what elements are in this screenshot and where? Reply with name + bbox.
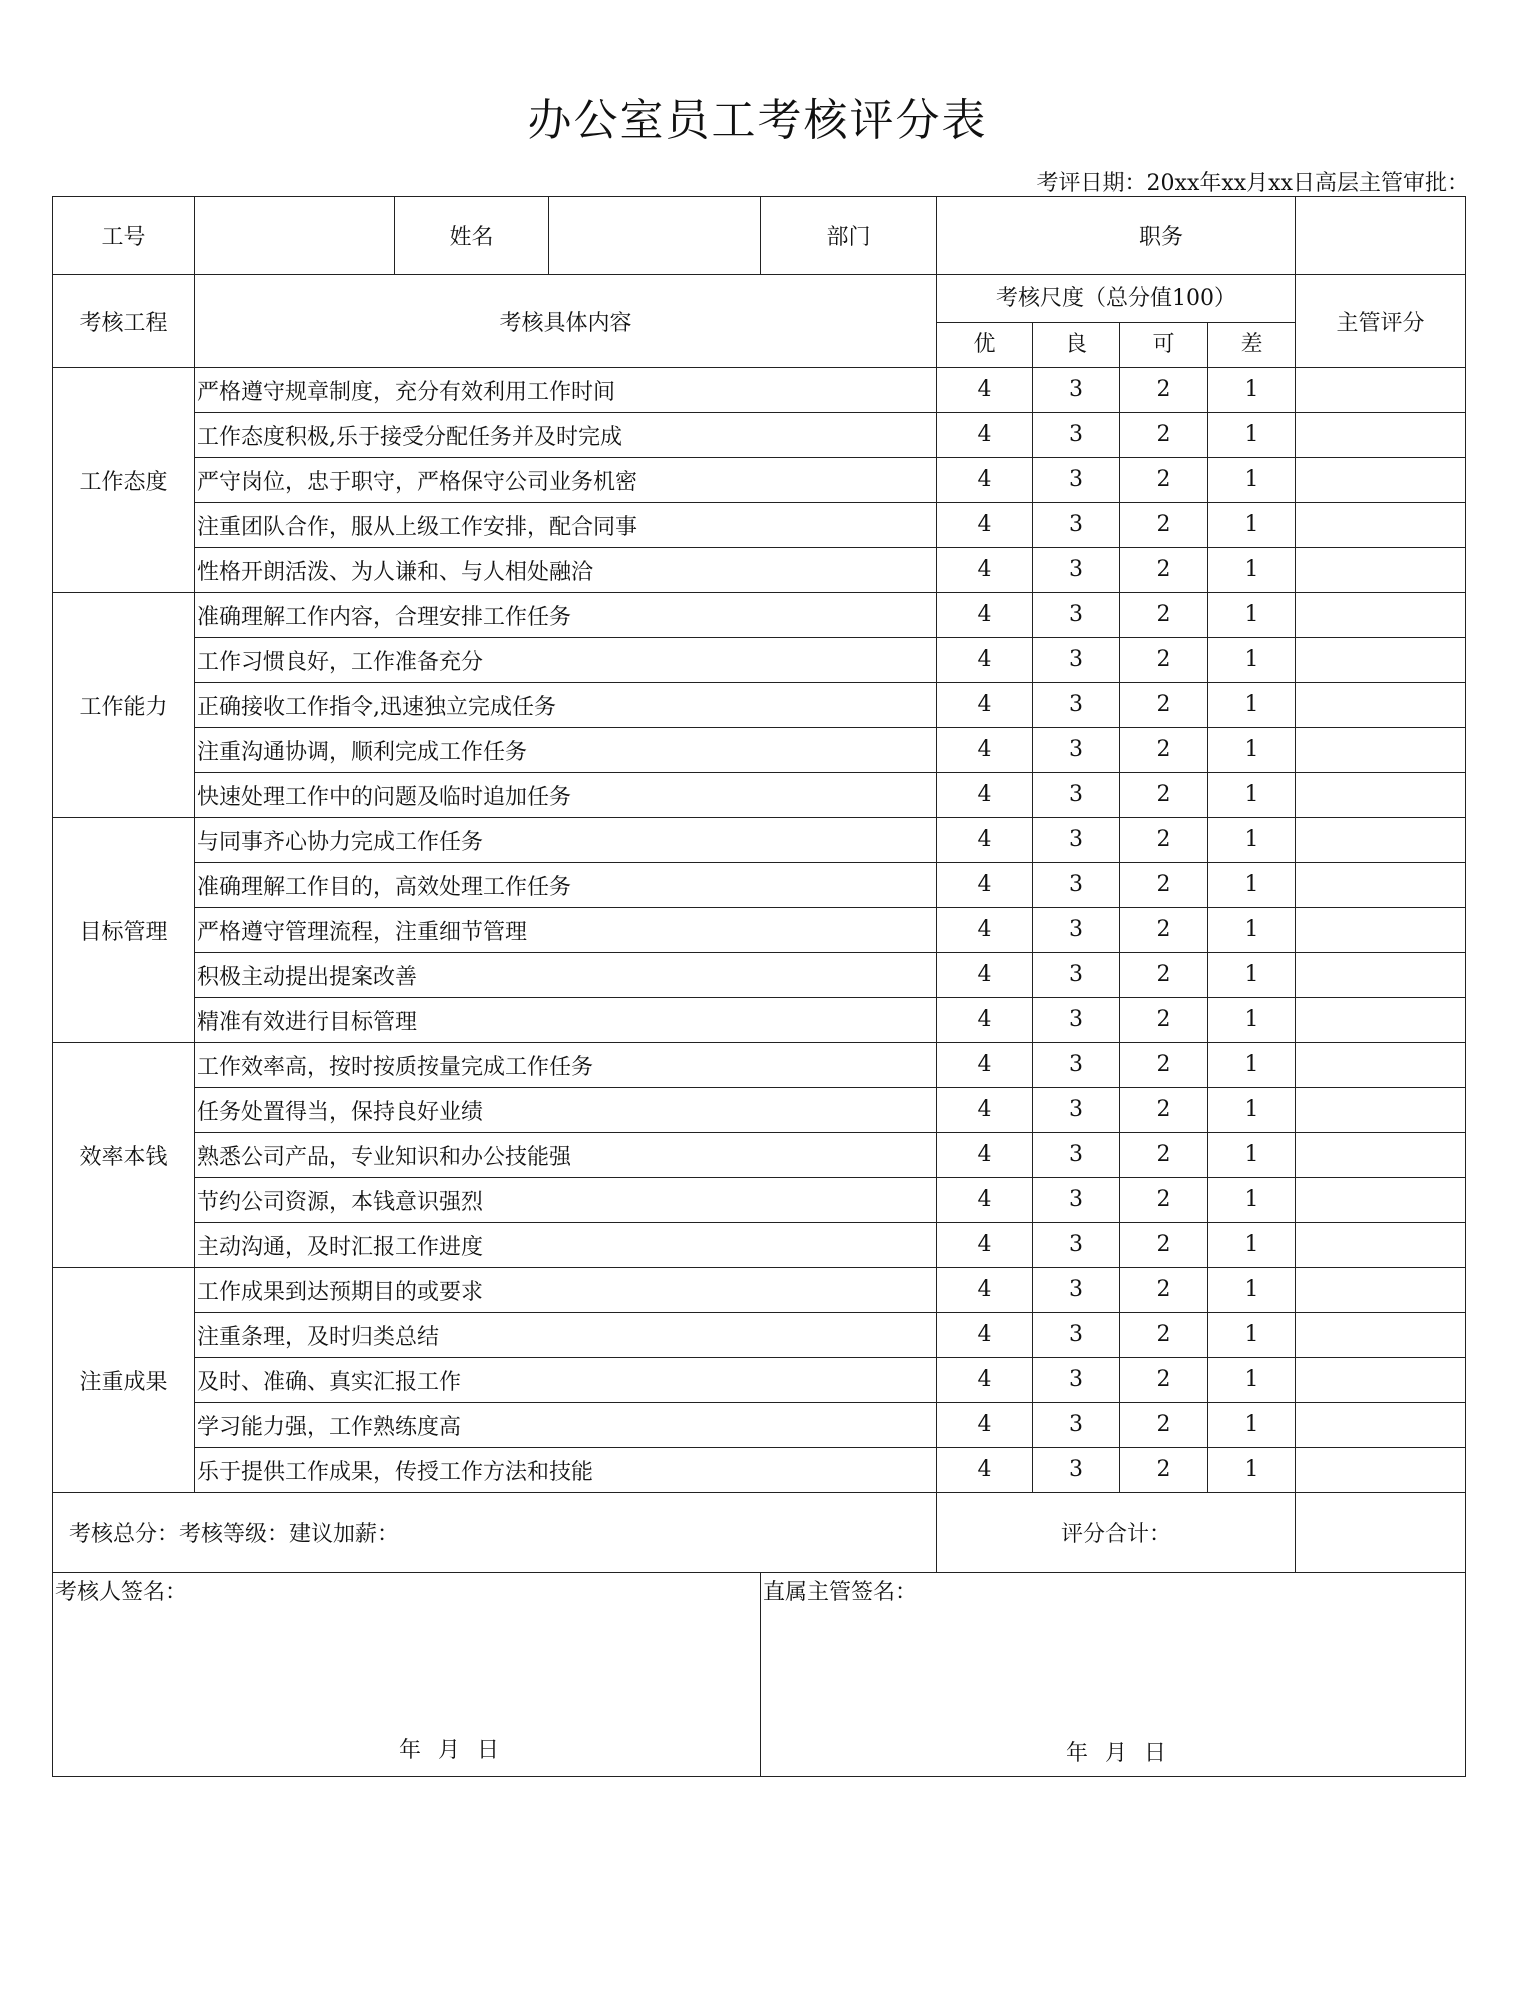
- table-row: [53, 548, 1466, 593]
- criterion-text: 注重团队合作，服从上级工作安排，配合同事: [195, 503, 937, 548]
- score-options: [937, 1268, 1295, 1312]
- score-option[interactable]: 3: [1032, 998, 1119, 1042]
- score-options: [937, 593, 1295, 637]
- supervisor-score-cell[interactable]: [1296, 1133, 1466, 1178]
- score-options: [937, 953, 1295, 997]
- score-option[interactable]: 3: [1032, 1178, 1119, 1222]
- supervisor-score-cell[interactable]: [1296, 1403, 1466, 1448]
- scale-levels: [937, 323, 1295, 367]
- criterion-text: 严格遵守规章制度，充分有效利用工作时间: [195, 368, 937, 413]
- supervisor-score-cell[interactable]: [1296, 1448, 1466, 1493]
- score-scale: [937, 998, 1296, 1043]
- criterion-text: 严守岗位，忠于职守，严格保守公司业务机密: [195, 458, 937, 503]
- score-option[interactable]: 2: [1119, 1223, 1207, 1267]
- score-option[interactable]: 1: [1207, 1178, 1295, 1222]
- supervisor-score-cell[interactable]: [1296, 1223, 1466, 1268]
- criterion-text: 快速处理工作中的问题及临时追加任务: [195, 773, 937, 818]
- table-row: [53, 593, 1466, 638]
- score-option[interactable]: 1: [1207, 368, 1295, 412]
- score-scale: [937, 773, 1296, 818]
- criterion-text: 工作习惯良好，工作准备充分: [195, 638, 937, 683]
- score-option[interactable]: 1: [1207, 1133, 1295, 1177]
- score-option[interactable]: 1: [1207, 1403, 1295, 1447]
- score-option[interactable]: 4: [977, 422, 992, 447]
- score-options: [937, 728, 1295, 772]
- table-row: [53, 1313, 1466, 1358]
- score-options: [937, 503, 1295, 547]
- criterion-text: 工作成果到达预期目的或要求: [195, 1268, 937, 1313]
- totals-row: [53, 1493, 1466, 1573]
- score-option[interactable]: 3: [1032, 1358, 1119, 1402]
- score-scale: [937, 1313, 1296, 1358]
- score-scale: [937, 1133, 1296, 1178]
- supervisor-score-cell[interactable]: [1296, 413, 1466, 458]
- criterion-text: 与同事齐心协力完成工作任务: [195, 818, 937, 863]
- score-option[interactable]: 4: [977, 1412, 992, 1437]
- score-option[interactable]: 3: [1032, 593, 1119, 637]
- supervisor-score-cell[interactable]: [1296, 1088, 1466, 1133]
- category-label: 工作态度: [53, 368, 195, 593]
- score-option[interactable]: 2: [1119, 593, 1207, 637]
- score-scale: [937, 683, 1296, 728]
- score-options: [937, 458, 1295, 502]
- score-scale: [937, 503, 1296, 548]
- header-row: [53, 275, 1466, 368]
- score-option[interactable]: 3: [1032, 413, 1119, 457]
- table-row: [53, 1178, 1466, 1223]
- criterion-text: 主动沟通，及时汇报工作进度: [195, 1223, 937, 1268]
- score-option[interactable]: 4: [977, 1187, 992, 1212]
- score-options: [937, 1178, 1295, 1222]
- score-option[interactable]: 4: [977, 962, 992, 987]
- table-row: [53, 458, 1466, 503]
- score-option[interactable]: 1: [1207, 503, 1295, 547]
- form-title: 办公室员工考核评分表: [527, 95, 988, 146]
- criterion-text: 注重条理，及时归类总结: [195, 1313, 937, 1358]
- score-option[interactable]: 2: [1119, 1268, 1207, 1312]
- review-date-line: 考评日期：20xx年xx月xx日高层主管审批：: [1036, 171, 1469, 196]
- score-option[interactable]: 3: [1032, 773, 1119, 817]
- score-option[interactable]: 2: [1119, 413, 1207, 457]
- score-option[interactable]: 4: [977, 1142, 992, 1167]
- score-scale: [937, 863, 1296, 908]
- criterion-text: 精准有效进行目标管理: [195, 998, 937, 1043]
- supervisor-score-cell[interactable]: [1296, 1268, 1466, 1313]
- score-option[interactable]: 4: [977, 647, 992, 672]
- score-option[interactable]: 2: [1119, 1403, 1207, 1447]
- score-option[interactable]: 2: [1119, 1043, 1207, 1087]
- score-option[interactable]: 3: [1032, 368, 1119, 412]
- score-option[interactable]: 3: [1032, 1313, 1119, 1357]
- score-option[interactable]: 2: [1119, 773, 1207, 817]
- score-options: [937, 1043, 1295, 1087]
- score-options: [937, 1403, 1295, 1447]
- score-option[interactable]: 2: [1119, 1133, 1207, 1177]
- score-scale: [937, 458, 1296, 503]
- supervisor-score-cell[interactable]: [1296, 368, 1466, 413]
- supervisor-score-cell[interactable]: [1296, 998, 1466, 1043]
- score-scale: [937, 1223, 1296, 1268]
- score-options: [937, 1448, 1295, 1492]
- supervisor-score-cell[interactable]: [1296, 1358, 1466, 1403]
- score-option[interactable]: 3: [1032, 1223, 1119, 1267]
- score-option[interactable]: 2: [1119, 503, 1207, 547]
- supervisor-score-cell[interactable]: [1296, 1178, 1466, 1223]
- score-option[interactable]: 2: [1119, 638, 1207, 682]
- content-header: 考核具体内容: [195, 275, 937, 368]
- score-scale: [937, 368, 1296, 413]
- score-option[interactable]: 1: [1207, 638, 1295, 682]
- level-poor: 差: [1207, 323, 1295, 367]
- score-options: [937, 413, 1295, 457]
- level-excellent: 优: [973, 332, 996, 357]
- score-option[interactable]: 2: [1119, 818, 1207, 862]
- score-option[interactable]: 1: [1207, 728, 1295, 772]
- score-options: [937, 773, 1295, 817]
- score-option[interactable]: 4: [977, 872, 992, 897]
- score-option[interactable]: 4: [977, 557, 992, 582]
- score-scale: [937, 1448, 1296, 1493]
- table-row: [53, 953, 1466, 998]
- score-option[interactable]: 2: [1119, 998, 1207, 1042]
- score-option[interactable]: 2: [1119, 1448, 1207, 1492]
- table-row: [53, 1268, 1466, 1313]
- position-field[interactable]: [1296, 197, 1466, 275]
- score-option[interactable]: 3: [1032, 953, 1119, 997]
- table-row: [53, 908, 1466, 953]
- score-scale: [937, 818, 1296, 863]
- score-option[interactable]: 4: [977, 917, 992, 942]
- info-row: [53, 197, 1466, 275]
- score-option[interactable]: 2: [1119, 368, 1207, 412]
- category-label: 效率本钱: [53, 1043, 195, 1268]
- criterion-text: 严格遵守管理流程，注重细节管理: [195, 908, 937, 953]
- score-option[interactable]: 4: [977, 602, 992, 627]
- level-fair: 可: [1119, 323, 1207, 367]
- category-label: 目标管理: [53, 818, 195, 1043]
- score-option[interactable]: 3: [1032, 638, 1119, 682]
- score-options: [937, 998, 1295, 1042]
- score-scale: [937, 1403, 1296, 1448]
- score-option[interactable]: 1: [1207, 998, 1295, 1042]
- criterion-text: 及时、准确、真实汇报工作: [195, 1358, 937, 1403]
- table-row: [53, 773, 1466, 818]
- score-option[interactable]: 3: [1032, 728, 1119, 772]
- supervisor-score-cell[interactable]: [1296, 953, 1466, 998]
- score-option[interactable]: 4: [977, 1232, 992, 1257]
- score-option[interactable]: 1: [1207, 1268, 1295, 1312]
- score-option[interactable]: 1: [1207, 413, 1295, 457]
- score-option[interactable]: 4: [977, 782, 992, 807]
- criterion-text: 准确理解工作内容，合理安排工作任务: [195, 593, 937, 638]
- score-scale: [937, 728, 1296, 773]
- score-options: [937, 638, 1295, 682]
- supervisor-signature-label: 直属主管签名：: [763, 1580, 918, 1605]
- assessor-signature-area[interactable]: [53, 1573, 761, 1777]
- score-option[interactable]: 4: [977, 1007, 992, 1032]
- score-option[interactable]: 3: [1032, 1268, 1119, 1312]
- score-option[interactable]: 1: [1207, 908, 1295, 952]
- score-options: [937, 1133, 1295, 1177]
- score-option[interactable]: 4: [977, 737, 992, 762]
- score-options: [937, 683, 1295, 727]
- score-option[interactable]: 3: [1032, 458, 1119, 502]
- table-row: [53, 728, 1466, 773]
- score-option[interactable]: 4: [977, 1457, 992, 1482]
- score-options: [937, 1313, 1295, 1357]
- score-option[interactable]: 3: [1032, 683, 1119, 727]
- supervisor-score-cell[interactable]: [1296, 683, 1466, 728]
- score-option[interactable]: 2: [1119, 1313, 1207, 1357]
- supervisor-score-cell[interactable]: [1296, 458, 1466, 503]
- score-option[interactable]: 3: [1032, 908, 1119, 952]
- employee-id-field[interactable]: [195, 197, 395, 275]
- score-option[interactable]: 4: [977, 692, 992, 717]
- supervisor-score-cell[interactable]: [1296, 503, 1466, 548]
- score-scale: [937, 1358, 1296, 1403]
- score-scale: [937, 548, 1296, 593]
- score-options: [937, 1358, 1295, 1402]
- table-row: [53, 1223, 1466, 1268]
- supervisor-score-header: 主管评分: [1296, 275, 1466, 368]
- assessor-signature-label: 考核人签名：: [55, 1580, 188, 1605]
- score-scale: [937, 413, 1296, 458]
- score-option[interactable]: 3: [1032, 1403, 1119, 1447]
- name-field[interactable]: [549, 197, 761, 275]
- table-row: [53, 413, 1466, 458]
- score-scale: [937, 1268, 1296, 1313]
- score-option[interactable]: 4: [977, 827, 992, 852]
- table-row: [53, 638, 1466, 683]
- table-row: [53, 1088, 1466, 1133]
- table-row: [53, 1403, 1466, 1448]
- criterion-text: 积极主动提出提案改善: [195, 953, 937, 998]
- supervisor-score-cell[interactable]: [1296, 548, 1466, 593]
- score-option[interactable]: 4: [977, 512, 992, 537]
- score-options: [937, 818, 1295, 862]
- score-option[interactable]: 4: [977, 377, 992, 402]
- supervisor-signature-date: 年 月 日: [1066, 1741, 1166, 1766]
- score-option[interactable]: 4: [977, 1322, 992, 1347]
- employee-id-label: 工号: [53, 197, 195, 275]
- score-options: [937, 908, 1295, 952]
- score-option[interactable]: 2: [1119, 908, 1207, 952]
- score-option[interactable]: 3: [1032, 1043, 1119, 1087]
- score-option[interactable]: 4: [977, 467, 992, 492]
- supervisor-signature-area[interactable]: [761, 1573, 1466, 1777]
- supervisor-score-cell[interactable]: [1296, 1043, 1466, 1088]
- score-option[interactable]: 2: [1119, 1358, 1207, 1402]
- table-row: [53, 863, 1466, 908]
- assessor-signature-date: 年 月 日: [399, 1738, 499, 1763]
- criterion-text: 性格开朗活泼、为人谦和、与人相处融洽: [195, 548, 937, 593]
- score-option[interactable]: 1: [1207, 1313, 1295, 1357]
- criterion-text: 熟悉公司产品，专业知识和办公技能强: [195, 1133, 937, 1178]
- score-total-field[interactable]: [1296, 1493, 1466, 1573]
- score-options: [937, 1223, 1295, 1267]
- total-summary-label: 考核总分：考核等级：建议加薪：: [53, 1493, 937, 1573]
- score-option[interactable]: 2: [1119, 728, 1207, 772]
- score-option[interactable]: 4: [977, 1277, 992, 1302]
- name-label: 姓名: [395, 197, 549, 275]
- score-option[interactable]: 2: [1119, 953, 1207, 997]
- table-row: [53, 1358, 1466, 1403]
- table-row: [53, 1448, 1466, 1493]
- criterion-text: 学习能力强，工作熟练度高: [195, 1403, 937, 1448]
- supervisor-score-cell[interactable]: [1296, 773, 1466, 818]
- score-option[interactable]: 1: [1207, 773, 1295, 817]
- score-option[interactable]: 3: [1032, 503, 1119, 547]
- scale-header: [937, 275, 1296, 368]
- criterion-text: 工作效率高，按时按质按量完成工作任务: [195, 1043, 937, 1088]
- supervisor-score-cell[interactable]: [1296, 863, 1466, 908]
- level-good: 良: [1032, 323, 1119, 367]
- score-option[interactable]: 2: [1119, 458, 1207, 502]
- score-scale: [937, 1043, 1296, 1088]
- table-row: [53, 818, 1466, 863]
- supervisor-score-cell[interactable]: [1296, 593, 1466, 638]
- score-option[interactable]: 3: [1032, 1133, 1119, 1177]
- score-option[interactable]: 2: [1119, 683, 1207, 727]
- score-option[interactable]: 2: [1119, 863, 1207, 907]
- score-option[interactable]: 1: [1207, 593, 1295, 637]
- criterion-text: 正确接收工作指令,迅速独立完成任务: [195, 683, 937, 728]
- score-option[interactable]: 1: [1207, 1223, 1295, 1267]
- scale-title: 考核尺度（总分值100）: [937, 275, 1295, 323]
- table-row: [53, 1133, 1466, 1178]
- score-option[interactable]: 4: [977, 1097, 992, 1122]
- score-scale: [937, 908, 1296, 953]
- score-option[interactable]: 1: [1207, 1358, 1295, 1402]
- score-total-label: 评分合计：: [937, 1493, 1296, 1573]
- score-option[interactable]: 4: [977, 1052, 992, 1077]
- signature-row: [53, 1573, 1466, 1777]
- score-option[interactable]: 1: [1207, 863, 1295, 907]
- score-option[interactable]: 2: [1119, 1178, 1207, 1222]
- supervisor-score-cell[interactable]: [1296, 818, 1466, 863]
- score-option[interactable]: 3: [1032, 1088, 1119, 1132]
- score-option[interactable]: 3: [1032, 1448, 1119, 1492]
- score-option[interactable]: 1: [1207, 818, 1295, 862]
- score-option[interactable]: 2: [1119, 1088, 1207, 1132]
- score-options: [937, 1088, 1295, 1132]
- supervisor-score-cell[interactable]: [1296, 728, 1466, 773]
- score-scale: [937, 593, 1296, 638]
- supervisor-score-cell[interactable]: [1296, 1313, 1466, 1358]
- score-scale: [937, 953, 1296, 998]
- criterion-text: 注重沟通协调，顺利完成工作任务: [195, 728, 937, 773]
- score-scale: [937, 1178, 1296, 1223]
- score-option[interactable]: 1: [1207, 953, 1295, 997]
- score-option[interactable]: 3: [1032, 548, 1119, 592]
- score-option[interactable]: 1: [1207, 1088, 1295, 1132]
- supervisor-score-cell[interactable]: [1296, 908, 1466, 953]
- evaluation-table: [52, 196, 1466, 1777]
- score-scale: [937, 1088, 1296, 1133]
- score-option[interactable]: 3: [1032, 818, 1119, 862]
- supervisor-score-cell[interactable]: [1296, 638, 1466, 683]
- criterion-text: 节约公司资源，本钱意识强烈: [195, 1178, 937, 1223]
- score-option[interactable]: 1: [1207, 458, 1295, 502]
- criterion-text: 任务处置得当，保持良好业绩: [195, 1088, 937, 1133]
- table-row: [53, 1043, 1466, 1088]
- criterion-text: 工作态度积极,乐于接受分配任务并及时完成: [195, 413, 937, 458]
- score-options: [937, 368, 1295, 412]
- table-row: [53, 683, 1466, 728]
- score-option[interactable]: 1: [1207, 548, 1295, 592]
- score-scale: [937, 638, 1296, 683]
- criterion-text: 准确理解工作目的，高效处理工作任务: [195, 863, 937, 908]
- score-option[interactable]: 1: [1207, 1448, 1295, 1492]
- score-option[interactable]: 1: [1207, 1043, 1295, 1087]
- table-row: [53, 503, 1466, 548]
- category-label: 注重成果: [53, 1268, 195, 1493]
- table-row: [53, 998, 1466, 1043]
- score-option[interactable]: 3: [1032, 863, 1119, 907]
- score-option[interactable]: 1: [1207, 683, 1295, 727]
- category-label: 工作能力: [53, 593, 195, 818]
- position-label: 职务: [937, 197, 1296, 275]
- score-option[interactable]: 4: [977, 1367, 992, 1392]
- project-header: 考核工程: [53, 275, 195, 368]
- score-options: [937, 548, 1295, 592]
- score-options: [937, 863, 1295, 907]
- score-option[interactable]: 2: [1119, 548, 1207, 592]
- department-label: 部门: [761, 197, 937, 275]
- criterion-text: 乐于提供工作成果，传授工作方法和技能: [195, 1448, 937, 1493]
- table-row: [53, 368, 1466, 413]
